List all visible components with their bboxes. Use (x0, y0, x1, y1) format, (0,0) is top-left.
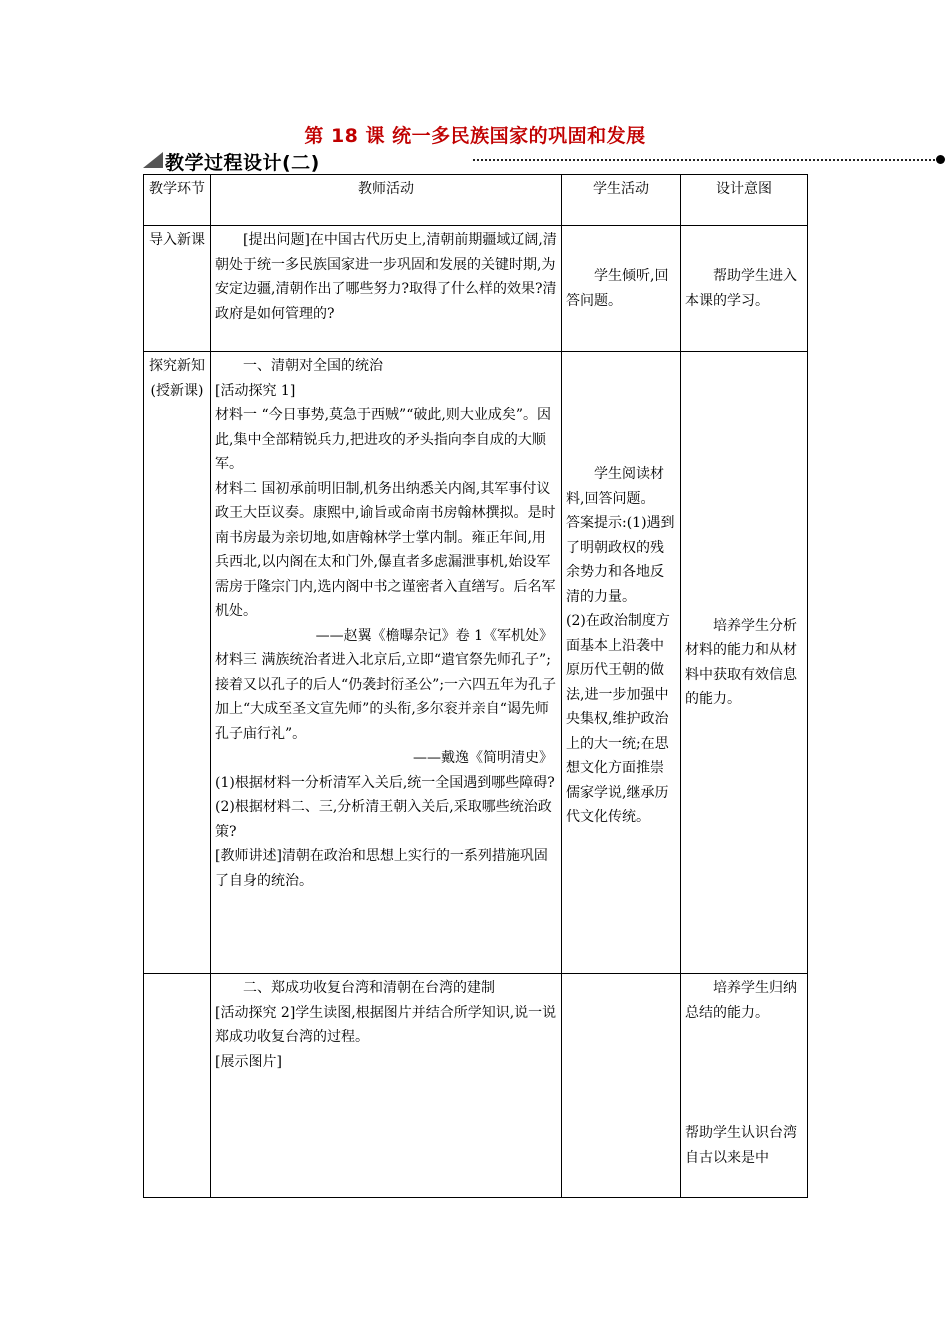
spacer (566, 354, 676, 462)
table-row (144, 226, 808, 352)
show-picture-label: [展示图片] (215, 1053, 282, 1070)
stage-cell: 导入新课 (144, 226, 211, 352)
activity-label: [活动探究 1] (215, 382, 296, 399)
question-one: (1)根据材料一分析清军入关后,统一全国遇到哪些障碍? (215, 774, 555, 791)
design-intent: 培养学生分析材料的能力和从材料中获取有效信息的能力。 (685, 617, 797, 707)
header-stage: 教学环节 (144, 175, 211, 226)
intent-cell (681, 974, 808, 1198)
triangle-icon (143, 152, 163, 168)
section-header (143, 150, 945, 172)
material-two: 材料二 国初承前明旧制,机务出纳悉关内阁,其军事付议政王大臣议奏。康熙中,谕旨或命南书房翰林撰拟。是时南书房最为亲切地,如唐翰林学士掌内制。雍正年间,用兵西北,以内阁在太和门外,儤直者多虑漏泄事机,始设军需房于隆宗门内,选内阁中书之谨密者入直缮写。后名军机处。 (215, 480, 556, 619)
header-row (144, 175, 808, 226)
material-two-source: ——赵翼《檐曝杂记》卷 1《军机处》 (315, 627, 553, 644)
student-cell (562, 226, 681, 352)
section-heading: 一、清朝对全国的统治 (243, 358, 383, 374)
teacher-question: [提出问题]在中国古代历史上,清朝前期疆域辽阔,清朝处于统一多民族国家进一步巩固和发展的关键时期,为安定边疆,清朝作出了哪些努力?取得了什么样的效果?清政府是如何管理的? (215, 232, 557, 322)
dot-end-icon (936, 155, 945, 164)
intent-cell (681, 226, 808, 352)
design-intent: 培养学生归纳总结的能力。 (685, 980, 797, 1021)
header-intent: 设计意图 (681, 175, 808, 226)
header-teacher: 教师活动 (211, 175, 562, 226)
intent-cell (681, 352, 808, 974)
stage-cell (144, 974, 211, 1198)
teacher-cell (211, 974, 562, 1198)
student-cell (562, 352, 681, 974)
student-intro: 学生阅读材料,回答问题。 (566, 466, 664, 507)
student-answer-one: 答案提示:(1)遇到了明朝政权的残余势力和各地反清的力量。 (566, 515, 675, 605)
table-row (144, 352, 808, 974)
question-two: (2)根据材料二、三,分析清王朝入关后,采取哪些统治政策? (215, 799, 552, 840)
spacer (685, 1025, 803, 1121)
lesson-table (143, 174, 808, 1198)
teacher-lecture: [教师讲述]清朝在政治和思想上实行的一系列措施巩固了自身的统治。 (215, 848, 548, 889)
material-one: 材料一 “今日事势,莫急于西贼”“破此,则大业成矣”。因此,集中全部精锐兵力,把进攻的矛头指向李自成的大顺军。 (215, 407, 551, 472)
section-heading: 二、郑成功收复台湾和清朝在台湾的建制 (243, 980, 495, 996)
section-label: 教学过程设计(二) (165, 152, 320, 174)
student-cell (562, 974, 681, 1198)
student-answer-two: (2)在政治制度方面基本上沿袭中原历代王朝的做法,进一步加强中央集权,维护政治上的大一统;在思想文化方面推崇儒家学说,继承历代文化传统。 (566, 613, 670, 825)
material-three: 材料三 满族统治者进入北京后,立即“遣官祭先师孔子”;接着又以孔子的后人“仍袭封衍圣公”;一六四五年为孔子加上“大成至圣文宣先师”的头衔,多尔衮并亲自“谒先师孔子庙行礼”。 (215, 652, 557, 742)
material-three-source: ——戴逸《简明清史》 (413, 750, 553, 766)
stage-cell: 探究新知(授新课) (144, 352, 211, 974)
student-activity: 学生倾听,回答问题。 (566, 268, 669, 309)
header-student: 学生活动 (562, 175, 681, 226)
activity-label: [活动探究 2]学生读图,根据图片并结合所学知识,说一说郑成功收复台湾的过程。 (215, 1004, 557, 1045)
teacher-cell (211, 352, 562, 974)
table-row (144, 974, 808, 1198)
page-title: 第 18 课 统一多民族国家的巩固和发展 (304, 125, 646, 147)
design-intent-2: 帮助学生认识台湾自古以来是中 (685, 1125, 797, 1166)
dotted-divider (473, 159, 935, 161)
design-intent: 帮助学生进入本课的学习。 (685, 268, 797, 309)
teacher-cell (211, 226, 562, 352)
